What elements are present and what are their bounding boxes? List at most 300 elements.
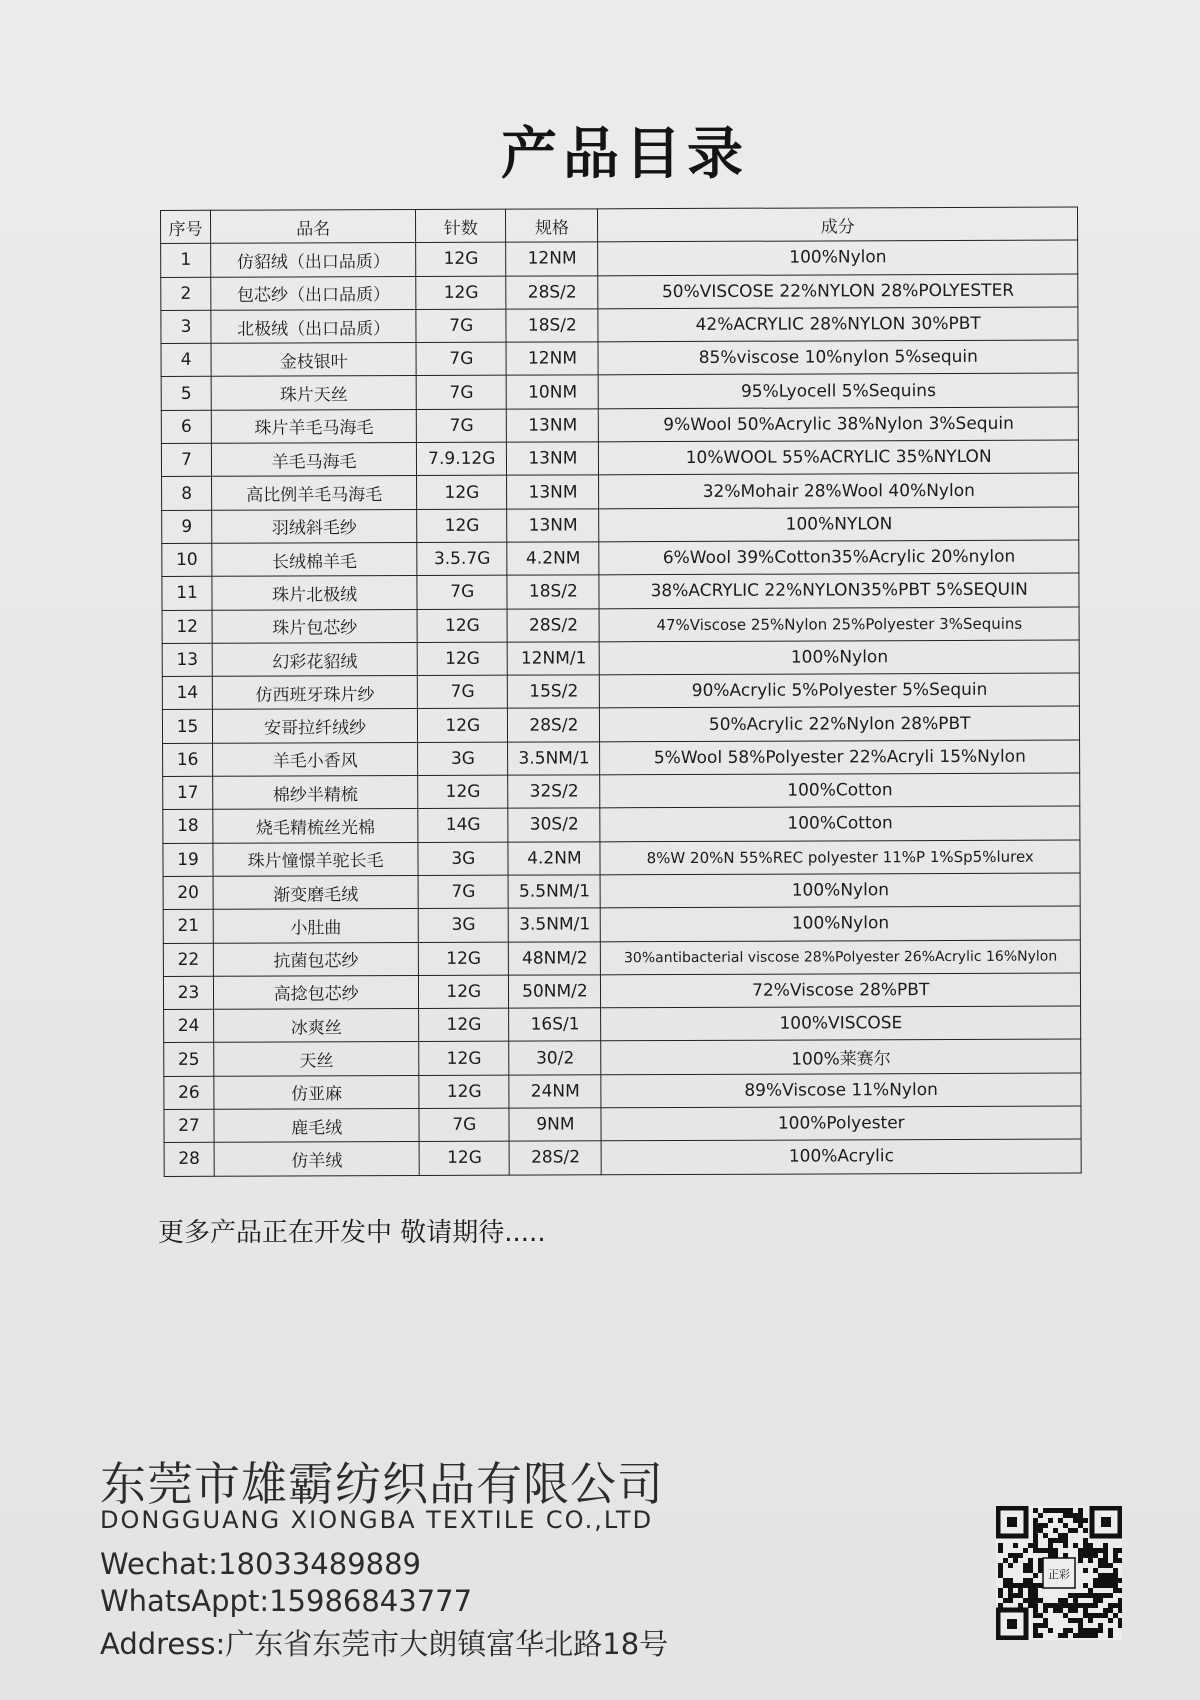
cell-gauge: 7G — [416, 342, 506, 376]
qr-module — [998, 1543, 1003, 1548]
qr-module — [1078, 1513, 1083, 1518]
qr-module — [1058, 1608, 1063, 1613]
qr-module — [1028, 1543, 1033, 1548]
header-gauge: 针数 — [416, 209, 506, 243]
qr-module — [1083, 1528, 1088, 1533]
cell-spec: 10NM — [506, 375, 598, 409]
cell-gauge: 12G — [416, 242, 506, 276]
qr-module — [1033, 1603, 1038, 1608]
cell-composition: 42%ACRYLIC 28%NYLON 30%PBT — [598, 307, 1078, 342]
qr-module — [1103, 1543, 1108, 1548]
qr-module — [1093, 1598, 1098, 1603]
wechat-contact: Wechat:18033489889 — [100, 1547, 422, 1581]
qr-module — [1048, 1548, 1053, 1553]
cell-name: 珠片天丝 — [211, 376, 416, 410]
cell-gauge: 12G — [418, 709, 508, 743]
qr-module — [1038, 1623, 1043, 1628]
qr-module — [1038, 1598, 1043, 1603]
qr-module — [1113, 1588, 1118, 1593]
qr-module — [1083, 1568, 1088, 1573]
qr-module — [1008, 1563, 1013, 1568]
qr-module — [1058, 1533, 1063, 1538]
qr-module — [998, 1603, 1003, 1608]
qr-module — [1103, 1558, 1108, 1563]
cell-no: 14 — [162, 676, 212, 709]
qr-module — [1033, 1593, 1038, 1598]
qr-module — [1053, 1538, 1058, 1543]
qr-module — [1043, 1618, 1048, 1623]
address: Address:广东省东莞市大朗镇富华北路18号 — [100, 1627, 669, 1661]
qr-module — [1068, 1508, 1073, 1513]
qr-module — [1083, 1583, 1088, 1588]
cell-gauge: 7G — [418, 675, 508, 709]
qr-module — [1038, 1548, 1043, 1553]
qr-module — [1103, 1548, 1108, 1553]
company-name-cn: 东莞市雄霸纺织品有限公司 — [100, 1457, 664, 1511]
table-row — [161, 440, 1078, 477]
cell-no: 28 — [164, 1143, 214, 1176]
cell-composition: 100%Cotton — [600, 773, 1080, 808]
qr-module — [1118, 1608, 1122, 1613]
qr-module — [1108, 1633, 1113, 1638]
qr-module — [1043, 1533, 1048, 1538]
qr-module — [1018, 1583, 1023, 1588]
qr-module — [1043, 1523, 1048, 1528]
cell-name: 羊毛小香风 — [213, 742, 418, 776]
qr-module — [1023, 1578, 1028, 1583]
cell-name: 珠片包芯纱 — [212, 609, 417, 643]
cell-spec: 30/2 — [509, 1041, 601, 1075]
qr-module — [1118, 1598, 1122, 1603]
qr-module — [1043, 1623, 1048, 1628]
header-spec: 规格 — [506, 209, 598, 243]
qr-module — [1048, 1603, 1053, 1608]
cell-spec: 3.5NM/1 — [508, 742, 600, 776]
cell-spec: 12NM/1 — [508, 642, 600, 676]
qr-module — [1038, 1633, 1043, 1638]
qr-module — [1078, 1548, 1083, 1553]
qr-module — [1033, 1543, 1038, 1548]
qr-module — [1028, 1603, 1033, 1608]
cell-spec: 50NM/2 — [509, 975, 601, 1009]
qr-module — [1093, 1548, 1098, 1553]
table-row — [162, 540, 1079, 577]
cell-name: 高捻包芯纱 — [213, 975, 418, 1009]
header-no: 序号 — [161, 210, 211, 243]
cell-composition: 100%Cotton — [600, 806, 1080, 841]
qr-module — [1068, 1618, 1073, 1623]
cell-no: 22 — [163, 943, 213, 976]
qr-module — [1023, 1568, 1028, 1573]
qr-module — [998, 1563, 1003, 1568]
cell-gauge: 12G — [417, 476, 507, 510]
cell-name: 珠片北极绒 — [212, 576, 417, 610]
qr-module — [1083, 1633, 1088, 1638]
qr-module — [1088, 1603, 1093, 1608]
qr-module — [1093, 1628, 1098, 1633]
cell-spec: 30S/2 — [508, 808, 600, 842]
table-row — [162, 573, 1079, 610]
cell-composition: 100%Polyester — [601, 1106, 1081, 1141]
cell-gauge: 12G — [419, 1042, 509, 1076]
cell-composition: 100%莱赛尔 — [601, 1039, 1081, 1074]
qr-module — [1083, 1518, 1088, 1523]
qr-module — [1078, 1558, 1083, 1563]
cell-no: 20 — [163, 876, 213, 909]
qr-module — [1068, 1513, 1073, 1518]
cell-no: 13 — [162, 643, 212, 676]
cell-spec: 32S/2 — [508, 775, 600, 809]
cell-gauge: 7G — [417, 409, 507, 443]
cell-no: 27 — [164, 1109, 214, 1142]
table-header-row — [161, 207, 1078, 244]
cell-gauge: 12G — [417, 642, 507, 676]
cell-name: 抗菌包芯纱 — [213, 942, 418, 976]
qr-module — [1063, 1603, 1068, 1608]
cell-name: 珠片羊毛马海毛 — [211, 409, 416, 443]
table-row — [164, 1039, 1081, 1076]
qr-module — [1063, 1508, 1068, 1513]
qr-module — [1103, 1553, 1108, 1558]
qr-module — [1033, 1573, 1038, 1578]
cell-gauge: 7G — [416, 309, 506, 343]
table-row — [162, 673, 1079, 710]
cell-spec: 13NM — [507, 442, 599, 476]
qr-module — [1033, 1508, 1038, 1513]
qr-module — [1098, 1558, 1103, 1563]
qr-module — [1083, 1538, 1088, 1543]
qr-module — [1078, 1628, 1083, 1633]
table-row — [163, 873, 1080, 910]
qr-module — [1093, 1583, 1098, 1588]
qr-module — [1078, 1618, 1083, 1623]
qr-module — [1023, 1563, 1028, 1568]
cell-composition: 100%Acrylic — [602, 1139, 1082, 1174]
qr-module — [1073, 1618, 1078, 1623]
qr-module — [1098, 1583, 1103, 1588]
qr-module — [1118, 1588, 1122, 1593]
qr-module — [1113, 1603, 1118, 1608]
qr-module — [1078, 1603, 1083, 1608]
qr-module — [1093, 1568, 1098, 1573]
qr-module — [1103, 1573, 1108, 1578]
qr-module — [1013, 1543, 1018, 1548]
qr-module — [1043, 1603, 1048, 1608]
cell-composition: 50%Acrylic 22%Nylon 28%PBT — [600, 706, 1080, 741]
qr-module — [1048, 1538, 1053, 1543]
qr-module — [1028, 1588, 1033, 1593]
qr-module — [1073, 1543, 1078, 1548]
cell-name: 渐变磨毛绒 — [213, 875, 418, 909]
qr-module — [1073, 1513, 1078, 1518]
table-row — [161, 407, 1078, 444]
cell-gauge: 12G — [418, 775, 508, 809]
cell-gauge: 12G — [419, 975, 509, 1009]
cell-composition: 100%Nylon — [600, 640, 1080, 675]
cell-composition: 89%Viscose 11%Nylon — [601, 1073, 1081, 1108]
cell-spec: 12NM — [506, 342, 598, 376]
header-composition: 成分 — [598, 207, 1078, 242]
qr-module — [1048, 1628, 1053, 1633]
table-row — [161, 274, 1078, 311]
table-row — [161, 240, 1078, 277]
qr-module — [1083, 1593, 1088, 1598]
cell-spec: 28S/2 — [507, 608, 599, 642]
cell-name: 包芯纱（出口品质） — [211, 276, 416, 310]
qr-module — [1078, 1623, 1083, 1628]
qr-module — [1078, 1518, 1083, 1523]
cell-name: 仿羊绒 — [214, 1142, 419, 1176]
qr-module — [1108, 1573, 1113, 1578]
qr-module — [1073, 1528, 1078, 1533]
qr-module — [1033, 1583, 1038, 1588]
qr-module — [1098, 1613, 1103, 1618]
qr-module — [1028, 1563, 1033, 1568]
qr-module — [1033, 1633, 1038, 1638]
qr-module — [1113, 1578, 1118, 1583]
cell-composition: 95%Lyocell 5%Sequins — [599, 373, 1079, 408]
qr-module — [1033, 1548, 1038, 1553]
cell-no: 15 — [162, 710, 212, 743]
qr-module — [1033, 1523, 1038, 1528]
qr-module — [1003, 1578, 1008, 1583]
cell-spec: 9NM — [509, 1108, 601, 1142]
qr-module — [1083, 1603, 1088, 1608]
cell-composition: 100%Nylon — [601, 873, 1081, 908]
qr-module — [1098, 1628, 1103, 1633]
qr-module — [1108, 1578, 1113, 1583]
cell-no: 12 — [162, 610, 212, 643]
cell-name: 高比例羊毛马海毛 — [212, 476, 417, 510]
qr-module — [1113, 1573, 1118, 1578]
qr-module — [1083, 1548, 1088, 1553]
table-body — [161, 240, 1082, 1176]
qr-module — [1008, 1578, 1013, 1583]
qr-stamp-text: 正彩 — [1048, 1568, 1070, 1581]
qr-module — [1093, 1553, 1098, 1558]
qr-module — [1108, 1583, 1113, 1588]
cell-spec: 28S/2 — [509, 1141, 601, 1175]
qr-module — [1033, 1628, 1038, 1633]
qr-module — [1048, 1543, 1053, 1548]
qr-module — [1088, 1543, 1093, 1548]
qr-module — [1083, 1553, 1088, 1558]
cell-gauge: 12G — [416, 276, 506, 310]
cell-name: 鹿毛绒 — [214, 1109, 419, 1143]
qr-module — [1088, 1613, 1093, 1618]
cell-name: 冰爽丝 — [214, 1009, 419, 1043]
qr-code-icon — [996, 1506, 1122, 1640]
qr-module — [1108, 1593, 1113, 1598]
table-row — [162, 706, 1079, 743]
development-note: 更多产品正在开发中 敬请期待..... — [158, 1218, 546, 1248]
table-row — [161, 340, 1078, 377]
cell-name: 羽绒斜毛纱 — [212, 509, 417, 543]
cell-gauge: 7.9.12G — [417, 442, 507, 476]
cell-composition: 90%Acrylic 5%Polyester 5%Sequin — [600, 673, 1080, 708]
qr-module — [1028, 1598, 1033, 1603]
cell-gauge: 3.5.7G — [417, 542, 507, 576]
qr-module — [1063, 1533, 1068, 1538]
qr-module — [1098, 1598, 1103, 1603]
qr-module — [1053, 1528, 1058, 1533]
cell-gauge: 7G — [418, 875, 508, 909]
qr-module — [1113, 1568, 1118, 1573]
cell-composition: 72%Viscose 28%PBT — [601, 973, 1081, 1008]
qr-module — [1073, 1633, 1078, 1638]
qr-module — [1028, 1578, 1033, 1583]
qr-module — [1008, 1588, 1013, 1593]
qr-module — [1028, 1558, 1033, 1563]
cell-composition: 30%antibacterial viscose 28%Polyester 26%Acrylic 16%Nylon — [601, 940, 1081, 975]
qr-module — [1088, 1628, 1093, 1633]
qr-module — [1103, 1608, 1108, 1613]
cell-spec: 13NM — [507, 409, 599, 443]
cell-gauge: 12G — [419, 1008, 509, 1042]
qr-module — [998, 1593, 1003, 1598]
qr-module — [1108, 1563, 1113, 1568]
qr-module — [1098, 1623, 1103, 1628]
cell-no: 10 — [162, 543, 212, 576]
cell-no: 18 — [163, 810, 213, 843]
cell-composition: 100%NYLON — [599, 507, 1079, 542]
qr-module — [1118, 1548, 1122, 1553]
cell-name: 仿西班牙珠片纱 — [212, 676, 417, 710]
qr-module — [1038, 1613, 1043, 1618]
qr-module — [1028, 1583, 1033, 1588]
cell-gauge: 12G — [419, 1075, 509, 1109]
qr-module — [1063, 1513, 1068, 1518]
cell-name: 北极绒（出口品质） — [211, 309, 416, 343]
cell-spec: 5.5NM/1 — [508, 875, 600, 909]
qr-module — [1003, 1558, 1008, 1563]
cell-gauge: 12G — [419, 942, 509, 976]
qr-module — [1038, 1523, 1043, 1528]
qr-module — [1033, 1533, 1038, 1538]
cell-no: 19 — [163, 843, 213, 876]
qr-module — [1088, 1558, 1093, 1563]
table-row — [164, 1006, 1081, 1043]
qr-module — [1118, 1618, 1122, 1623]
cell-composition: 85%viscose 10%nylon 5%sequin — [598, 340, 1078, 375]
cell-spec: 13NM — [507, 475, 599, 509]
cell-name: 烧毛精梳丝光棉 — [213, 809, 418, 843]
qr-module — [1088, 1618, 1093, 1623]
qr-module — [1083, 1608, 1088, 1613]
qr-module — [1118, 1623, 1122, 1628]
cell-no: 5 — [161, 377, 211, 410]
qr-module — [1093, 1613, 1098, 1618]
cell-name: 羊毛马海毛 — [211, 443, 416, 477]
qr-module — [1008, 1598, 1013, 1603]
qr-module — [1003, 1583, 1008, 1588]
qr-module — [1073, 1598, 1078, 1603]
qr-module — [1013, 1593, 1018, 1598]
qr-module — [1113, 1548, 1118, 1553]
qr-module — [1078, 1553, 1083, 1558]
qr-module — [1108, 1618, 1113, 1623]
cell-no: 16 — [163, 743, 213, 776]
cell-gauge: 12G — [417, 509, 507, 543]
table-row — [161, 307, 1078, 344]
cell-name: 棉纱半精梳 — [213, 776, 418, 810]
table-row — [162, 473, 1079, 510]
qr-module — [1063, 1628, 1068, 1633]
qr-module — [1058, 1633, 1063, 1638]
qr-module — [1058, 1603, 1063, 1608]
qr-module — [1098, 1573, 1103, 1578]
qr-module — [1068, 1528, 1073, 1533]
qr-module — [1053, 1508, 1058, 1513]
qr-module — [1038, 1513, 1043, 1518]
cell-no: 26 — [164, 1076, 214, 1109]
cell-spec: 13NM — [507, 508, 599, 542]
qr-module — [1033, 1518, 1038, 1523]
cell-composition: 5%Wool 58%Polyester 22%Acryli 15%Nylon — [600, 740, 1080, 775]
qr-module — [1013, 1558, 1018, 1563]
qr-module — [1103, 1613, 1108, 1618]
qr-module — [1033, 1588, 1038, 1593]
qr-module — [1078, 1523, 1083, 1528]
qr-module — [1073, 1518, 1078, 1523]
table-row — [164, 1139, 1081, 1176]
qr-module — [1083, 1543, 1088, 1548]
qr-module — [1118, 1578, 1122, 1583]
table-row — [163, 840, 1080, 877]
cell-no: 17 — [163, 776, 213, 809]
qr-module — [1078, 1633, 1083, 1638]
cell-gauge: 7G — [416, 376, 506, 410]
cell-spec: 16S/1 — [509, 1008, 601, 1042]
cell-no: 7 — [161, 443, 211, 476]
qr-module — [1013, 1583, 1018, 1588]
qr-module — [1008, 1553, 1013, 1558]
qr-module — [1088, 1633, 1093, 1638]
cell-gauge: 3G — [418, 908, 508, 942]
cell-gauge: 14G — [418, 809, 508, 843]
table-row — [163, 773, 1080, 810]
qr-module — [1108, 1608, 1113, 1613]
qr-module — [1063, 1543, 1068, 1548]
qr-module — [1028, 1568, 1033, 1573]
cell-no: 21 — [163, 910, 213, 943]
cell-name: 天丝 — [214, 1042, 419, 1076]
cell-gauge: 12G — [419, 1141, 509, 1175]
qr-module — [1068, 1628, 1073, 1633]
qr-module — [1103, 1578, 1108, 1583]
qr-module — [1118, 1603, 1122, 1608]
cell-spec: 4.2NM — [507, 542, 599, 576]
qr-module — [1088, 1593, 1093, 1598]
qr-module — [1088, 1548, 1093, 1553]
cell-name: 仿貂绒（出口品质） — [211, 243, 416, 277]
cell-spec: 18S/2 — [507, 575, 599, 609]
table-row — [163, 740, 1080, 777]
qr-module — [1108, 1628, 1113, 1633]
cell-name: 仿亚麻 — [214, 1075, 419, 1109]
cell-no: 25 — [164, 1043, 214, 1076]
table-row — [161, 373, 1078, 410]
qr-module — [1063, 1538, 1068, 1543]
qr-module — [1113, 1553, 1118, 1558]
cell-name: 小肚曲 — [213, 909, 418, 943]
qr-module — [1038, 1528, 1043, 1533]
cell-no: 11 — [162, 577, 212, 610]
product-table — [160, 206, 1082, 1176]
qr-module — [1063, 1633, 1068, 1638]
qr-module — [1063, 1523, 1068, 1528]
table-row — [162, 507, 1079, 544]
